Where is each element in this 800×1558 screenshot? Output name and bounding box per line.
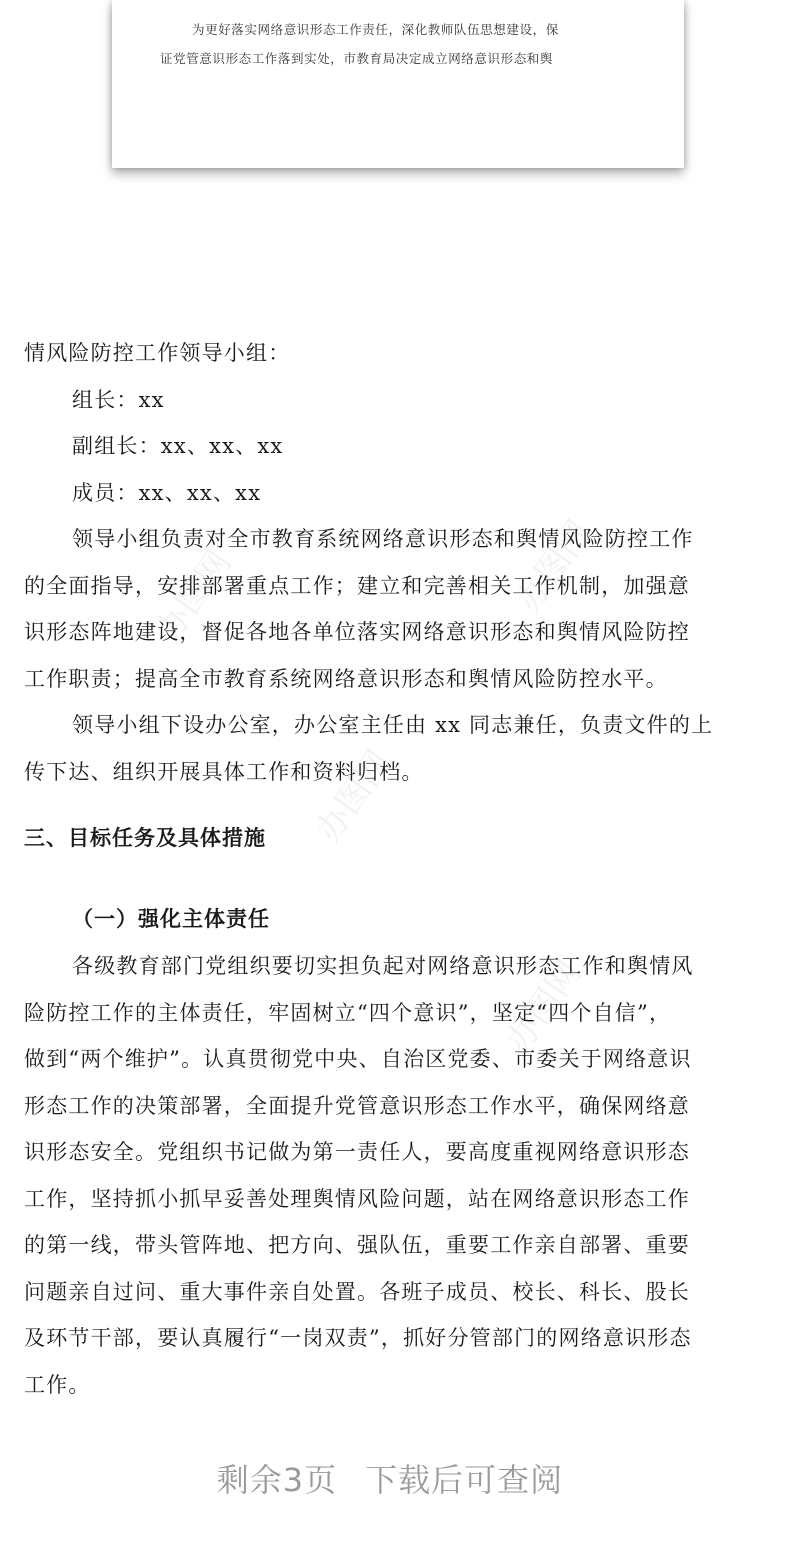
body-line: 成员：xx、xx、xx bbox=[72, 480, 262, 505]
section-body bbox=[24, 943, 780, 1408]
body-line: 的全面指导，安排部署重点工作；建立和完善相关工作机制，加强意 bbox=[24, 573, 690, 598]
section-heading: 三、目标任务及具体措施 bbox=[24, 826, 266, 850]
watermark: 办图网 bbox=[308, 743, 400, 850]
section-line: 险防控工作的主体责任，牢固树立“四个意识”，坚定“四个自信”， bbox=[24, 1000, 672, 1025]
section-line: 工作。 bbox=[24, 1372, 91, 1397]
document-preview-card bbox=[112, 0, 684, 168]
body-line: 工作职责；提高全市教育系统网络意识形态和舆情风险防控水平。 bbox=[24, 666, 668, 691]
sub-heading: （一）强化主体责任 bbox=[72, 906, 270, 931]
preview-line-2: 证党管意识形态工作落到实处，市教育局决定成立网络意识形态和舆 bbox=[160, 51, 554, 66]
watermark: 办图网 bbox=[498, 953, 590, 1060]
section-line: 的第一线，带头管阵地、把方向、强队伍，重要工作亲自部署、重要 bbox=[24, 1233, 690, 1257]
section-line: 工作，坚持抓小抓早妥善处理舆情风险问题，站在网络意识形态工作 bbox=[24, 1186, 690, 1211]
body-line: 识形态阵地建设，督促各地各单位落实网络意识形态和舆情风险防控 bbox=[24, 620, 690, 644]
section-line: 问题亲自过问、重大事件亲自处置。各班子成员、校长、科长、股长 bbox=[24, 1279, 690, 1304]
section-line: 识形态安全。党组织书记做为第一责任人，要高度重视网络意识形态 bbox=[24, 1140, 690, 1164]
body-line: 组长：xx bbox=[72, 387, 165, 412]
preview-line-1: 为更好落实网络意识形态工作责任，深化教师队伍思想建设，保 bbox=[192, 22, 559, 37]
remaining-pages-label: 剩余3页 bbox=[216, 1461, 338, 1499]
section-line: 及环节干部，要认真履行“一岗双责”，抓好分管部门的网络意识形态 bbox=[24, 1326, 692, 1350]
section-line: 做到“两个维护”。认真贯彻党中央、自治区党委、市委关于网络意识 bbox=[24, 1047, 692, 1071]
remaining-pages-notice[interactable] bbox=[0, 1455, 780, 1501]
body-line: 领导小组下设办公室，办公室主任由 xx 同志兼任，负责文件的上 bbox=[72, 713, 714, 737]
section-line: 各级教育部门党组织要切实担负起对网络意识形态工作和舆情风 bbox=[72, 954, 694, 978]
body-line: 情风险防控工作领导小组： bbox=[24, 341, 291, 365]
download-to-view-label: 下载后可查阅 bbox=[365, 1461, 564, 1499]
watermark: 办图网 bbox=[148, 543, 240, 650]
section-line: 形态工作的决策部署，全面提升党管意识形态工作水平，确保网络意 bbox=[24, 1093, 690, 1118]
body-line: 传下达、组织开展具体工作和资料归档。 bbox=[24, 759, 424, 784]
watermark: 办图网 bbox=[508, 513, 600, 620]
body-line: 副组长：xx、xx、xx bbox=[72, 434, 284, 458]
body-line: 领导小组负责对全市教育系统网络意识形态和舆情风险防控工作 bbox=[72, 527, 694, 551]
document-body bbox=[24, 330, 780, 795]
